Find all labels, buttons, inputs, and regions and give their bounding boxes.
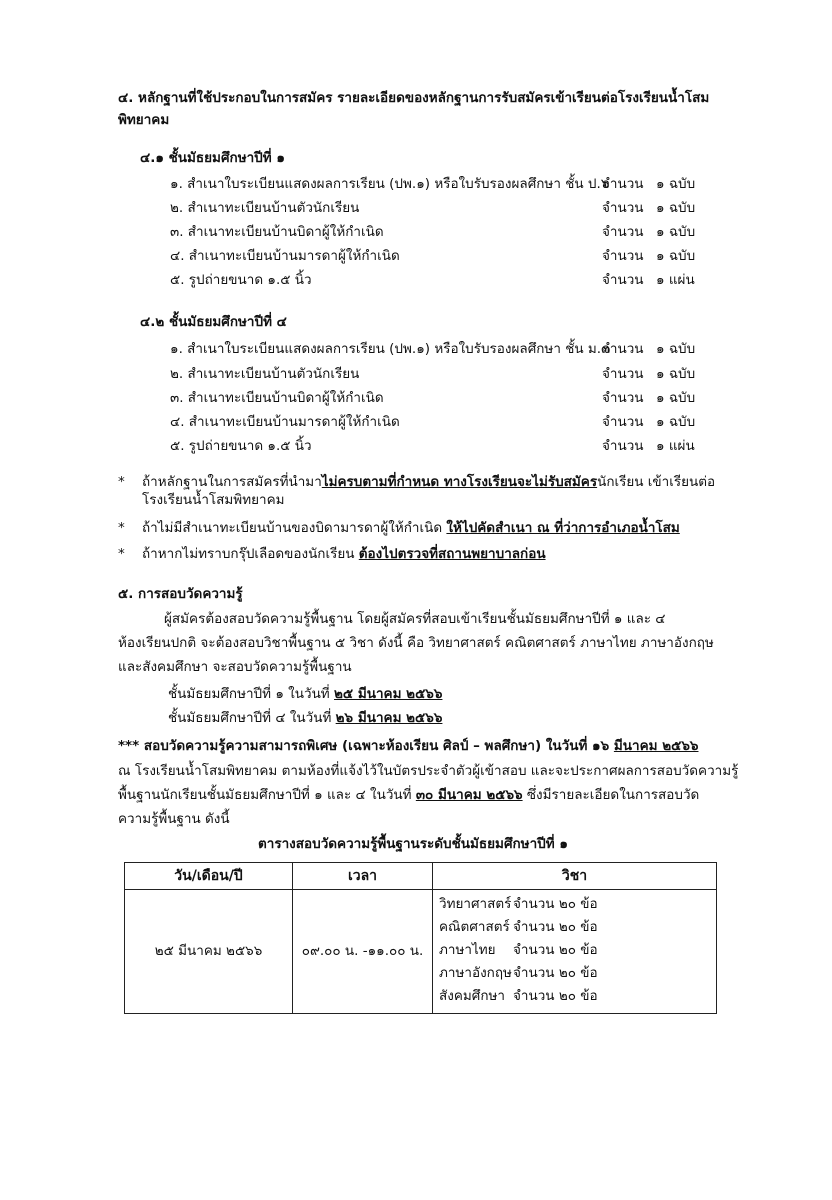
exam-date-m1-value: ๒๕ มีนาคม ๒๕๖๖ [334, 686, 443, 702]
exam-date-m4-label: ชั้นมัธยมศึกษาปีที่ ๔ ในวันที่ [168, 710, 336, 726]
sub1-item [170, 200, 700, 222]
sub2-title: ๔.๒ ชั้นมัธยมศึกษาปีที่ ๔ [140, 314, 287, 330]
cell-date: ๒๕ มีนาคม ๒๕๖๖ [125, 890, 293, 1014]
item-count-label: จำนวน [602, 341, 644, 357]
item-text: ๒. สำเนาทะเบียนบ้านตัวนักเรียน [170, 366, 360, 382]
header-subject: วิชา [433, 863, 717, 890]
header-time: เวลา [293, 863, 433, 890]
item-text: ๔. สำเนาทะเบียนบ้านมารดาผู้ให้กำเนิด [170, 248, 400, 264]
item-text: ๒. สำเนาทะเบียนบ้านตัวนักเรียน [170, 200, 360, 216]
subject-name: ภาษาอังกฤษ [439, 965, 512, 981]
table-header-row [125, 863, 717, 890]
exam-date-m1-label: ชั้นมัธยมศึกษาปีที่ ๑ ในวันที่ [168, 686, 335, 702]
sub2-item [170, 438, 700, 460]
item-count-label: จำนวน [602, 438, 644, 454]
item-qty: ๑ แผ่น [656, 272, 695, 288]
item-qty: ๑ ฉบับ [656, 414, 696, 430]
item-qty: ๑ ฉบับ [656, 248, 696, 264]
special-exam-line [118, 738, 698, 756]
subject-item [433, 986, 716, 1009]
item-text: ๓. สำเนาทะเบียนบ้านบิดาผู้ให้กำเนิด [170, 390, 384, 406]
item-count-label: จำนวน [602, 390, 644, 406]
section5-para2-line2 [118, 787, 699, 805]
cell-time: ๐๙.๐๐ น. -๑๑.๐๐ น. [293, 890, 433, 1014]
sub2-item [170, 414, 700, 436]
subject-count: จำนวน ๒๐ ข้อ [513, 896, 598, 912]
announce-date: ๓๐ มีนาคม ๒๕๖๖ [415, 787, 523, 803]
note-text [142, 474, 718, 509]
subject-item [433, 963, 716, 986]
item-count-label: จำนวน [602, 272, 644, 288]
item-text: ๕. รูปถ่ายขนาด ๑.๕ นิ้ว [170, 272, 312, 288]
item-qty: ๑ ฉบับ [656, 366, 696, 382]
sub1-title: ๔.๑ ชั้นมัธยมศึกษาปีที่ ๑ [140, 150, 285, 166]
item-text: ๑. สำเนาใบระเบียนแสดงผลการเรียน (ปพ.๑) หรือใบรับรองผลศึกษา ชั้น ป.๖ [170, 176, 610, 192]
note-star: * [118, 474, 125, 490]
item-qty: ๑ ฉบับ [656, 390, 696, 406]
item-text: ๔. สำเนาทะเบียนบ้านมารดาผู้ให้กำเนิด [170, 414, 400, 430]
section5-heading: ๕. การสอบวัดความรู้ [118, 586, 243, 602]
exam-date-m4-value: ๒๖ มีนาคม ๒๕๖๖ [335, 710, 443, 726]
item-qty: ๑ ฉบับ [656, 341, 696, 357]
subject-count: จำนวน ๒๐ ข้อ [513, 988, 598, 1004]
section5-para2-line1: ณ โรงเรียนน้ำโสมพิทยาคม ตามห้องที่แจ้งไว้ในบัตรประจำตัวผู้เข้าสอบ และจะประกาศผลการสอบวัดความรู้ [118, 763, 739, 779]
note-pre: ถ้าหากไม่ทราบกรุ๊ปเลือดของนักเรียน [142, 546, 359, 562]
item-count-label: จำนวน [602, 200, 644, 216]
subject-item [433, 894, 716, 917]
subject-count: จำนวน ๒๐ ข้อ [513, 942, 598, 958]
item-text: ๑. สำเนาใบระเบียนแสดงผลการเรียน (ปพ.๑) หรือใบรับรองผลศึกษา ชั้น ม.๓ [170, 341, 611, 357]
announce-post: ซึ่งมีรายละเอียดในการสอบวัด [522, 787, 700, 803]
note-post: นักเรียน เข้าเรียนต่อโรงเรียนน้ำโสมพิทยาคม [142, 474, 716, 508]
exam-date-m1 [168, 686, 442, 704]
item-qty: ๑ แผ่น [656, 438, 695, 454]
sub2-item [170, 390, 700, 412]
subject-name: ภาษาไทย [439, 942, 496, 958]
section4-heading-line2: พิทยาคม [118, 112, 170, 128]
sub1-item [170, 176, 700, 198]
section5-paragraph1: ผู้สมัครต้องสอบวัดความรู้พื้นฐาน โดยผู้สมัครที่สอบเข้าเรียนชั้นมัธยมศึกษาปีที่ ๑ และ ๔ ห้องเรียนปกติ จะต้องสอบวิชาพื้นฐาน ๕ วิชา ดังนี้ คือ วิทยาศาสตร์ คณิตศาสตร์ ภาษาไทย ภาษาอังกฤษ และสังคมศึกษา จะสอบวัดความรู้พื้นฐาน [118, 611, 714, 675]
subject-item [433, 940, 716, 963]
item-count-label: จำนวน [602, 224, 644, 240]
subject-count: จำนวน ๒๐ ข้อ [513, 919, 598, 935]
item-qty: ๑ ฉบับ [656, 176, 696, 192]
table-row [125, 890, 717, 1014]
item-qty: ๑ ฉบับ [656, 224, 696, 240]
item-count-label: จำนวน [602, 176, 644, 192]
sub2-item [170, 341, 700, 363]
special-exam-date: มีนาคม ๒๕๖๖ [613, 738, 699, 754]
subject-name: วิทยาศาสตร์ [439, 896, 512, 912]
note-star: * [118, 546, 125, 562]
item-text: ๓. สำเนาทะเบียนบ้านบิดาผู้ให้กำเนิด [170, 224, 384, 240]
sub2-item [170, 366, 700, 388]
item-count-label: จำนวน [602, 248, 644, 264]
subject-name: สังคมศึกษา [439, 988, 505, 1004]
cell-subjects [433, 890, 717, 1014]
note-star: * [118, 520, 125, 536]
subject-item [433, 917, 716, 940]
item-qty: ๑ ฉบับ [656, 200, 696, 216]
subject-count: จำนวน ๒๐ ข้อ [513, 965, 598, 981]
exam-schedule-table [124, 862, 717, 1014]
note-emphasis: ไม่ครบตามที่กำหนด ทางโรงเรียนจะไม่รับสมัคร [321, 474, 598, 490]
special-exam-label: *** สอบวัดความรู้ความสามารถพิเศษ (เฉพาะห้องเรียน ศิลป์ – พลศึกษา) ในวันที่ ๑๖ [118, 738, 614, 754]
item-count-label: จำนวน [602, 366, 644, 382]
note-text [142, 546, 718, 564]
note-emphasis: ต้องไปตรวจที่สถานพยาบาลก่อน [358, 546, 546, 562]
section4-heading-line1: ๔. หลักฐานที่ใช้ประกอบในการสมัคร รายละเอียดของหลักฐานการรับสมัครเข้าเรียนต่อโรงเรียนน้ำโสม [118, 90, 710, 106]
item-count-label: จำนวน [602, 414, 644, 430]
note-text [142, 520, 718, 538]
exam-date-m4 [168, 710, 442, 728]
sub1-item [170, 272, 700, 294]
exam-table-caption: ตารางสอบวัดความรู้พื้นฐานระดับชั้นมัธยมศึกษาปีที่ ๑ [258, 836, 568, 852]
note-pre: ถ้าไม่มีสำเนาทะเบียนบ้านของบิดามารดาผู้ให้กำเนิด [142, 520, 447, 536]
sub1-item [170, 224, 700, 246]
sub1-item [170, 248, 700, 270]
note-emphasis: ให้ไปคัดสำเนา ณ ที่ว่าการอำเภอน้ำโสม [446, 520, 680, 536]
header-date: วัน/เดือน/ปี [125, 863, 293, 890]
section5-para2-line3: ความรู้พื้นฐาน ดังนี้ [118, 811, 230, 827]
announce-label: พื้นฐานนักเรียนชั้นมัธยมศึกษาปีที่ ๑ และ ๔ ในวันที่ [118, 787, 416, 803]
item-text: ๕. รูปถ่ายขนาด ๑.๕ นิ้ว [170, 438, 312, 454]
note-pre: ถ้าหลักฐานในการสมัครที่นำมา [142, 474, 322, 490]
subject-name: คณิตศาสตร์ [439, 919, 510, 935]
